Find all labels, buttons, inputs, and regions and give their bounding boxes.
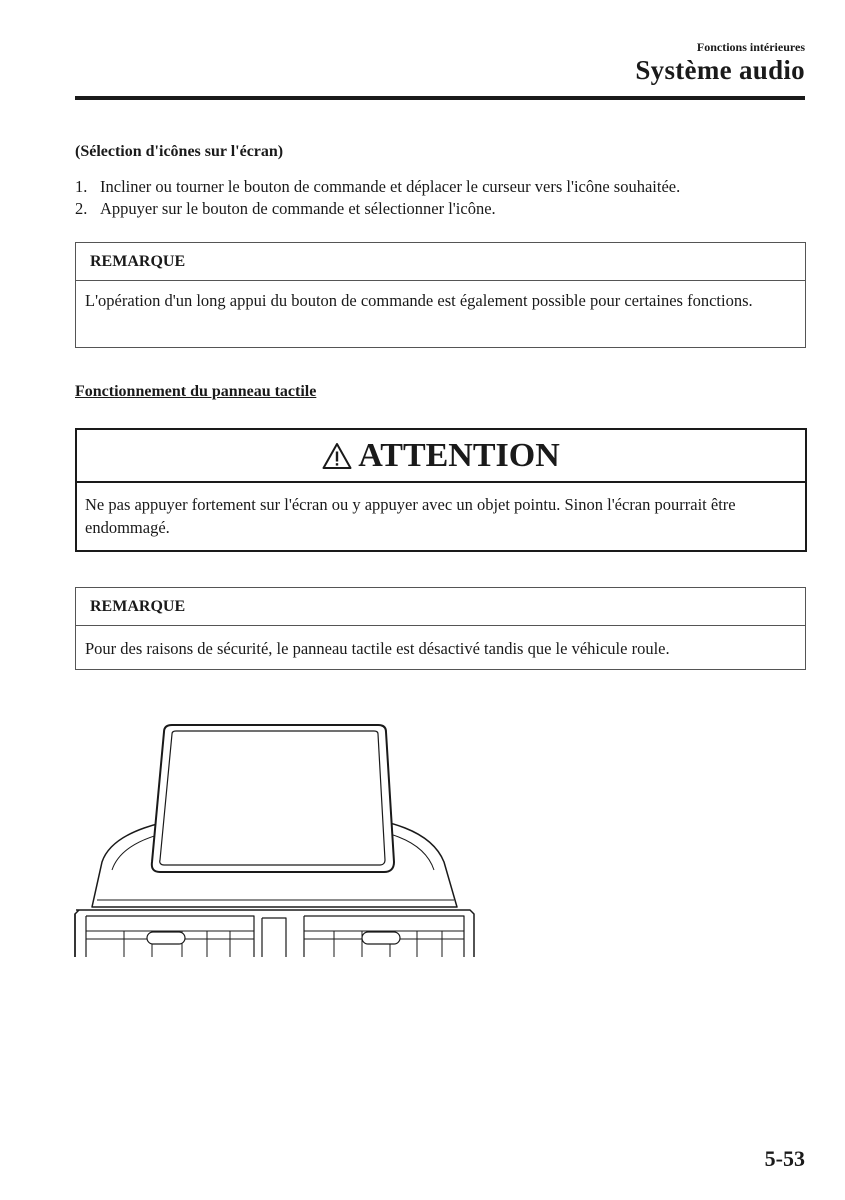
steps-list	[75, 176, 680, 220]
note-heading: REMARQUE	[76, 243, 805, 281]
dashboard-display-illustration	[72, 722, 477, 957]
attention-title: ATTENTION	[358, 436, 560, 474]
touch-panel-heading: Fonctionnement du panneau tactile	[75, 383, 317, 400]
attention-box	[75, 428, 807, 552]
header-rule	[75, 96, 805, 100]
step-text: Appuyer sur le bouton de commande et sélectionner l'icône.	[100, 199, 496, 218]
attention-header	[77, 430, 805, 483]
note-box-remarque-1	[75, 242, 806, 348]
selection-heading: (Sélection d'icônes sur l'écran)	[75, 143, 284, 160]
warning-triangle-icon	[322, 442, 352, 470]
step-2	[75, 198, 680, 220]
page-number: 5-53	[764, 1146, 805, 1171]
attention-text: Ne pas appuyer fortement sur l'écran ou y appuyer avec un objet pointu. Sinon l'écran pourrait être endommagé.	[85, 495, 736, 537]
note-text: Pour des raisons de sécurité, le panneau tactile est désactivé tandis que le véhicule roule.	[85, 639, 670, 658]
step-text: Incliner ou tourner le bouton de commande et déplacer le curseur vers l'icône souhaitée.	[100, 177, 681, 196]
note-text: L'opération d'un long appui du bouton de commande est également possible pour certaines fonctions.	[85, 291, 753, 310]
step-number: 2.	[75, 199, 88, 218]
step-number: 1.	[75, 177, 88, 196]
step-1	[75, 176, 680, 198]
page-title: Système audio	[635, 55, 805, 85]
note-box-remarque-2	[75, 587, 806, 670]
chapter-label: Fonctions intérieures	[696, 40, 805, 54]
note-heading: REMARQUE	[76, 588, 805, 626]
